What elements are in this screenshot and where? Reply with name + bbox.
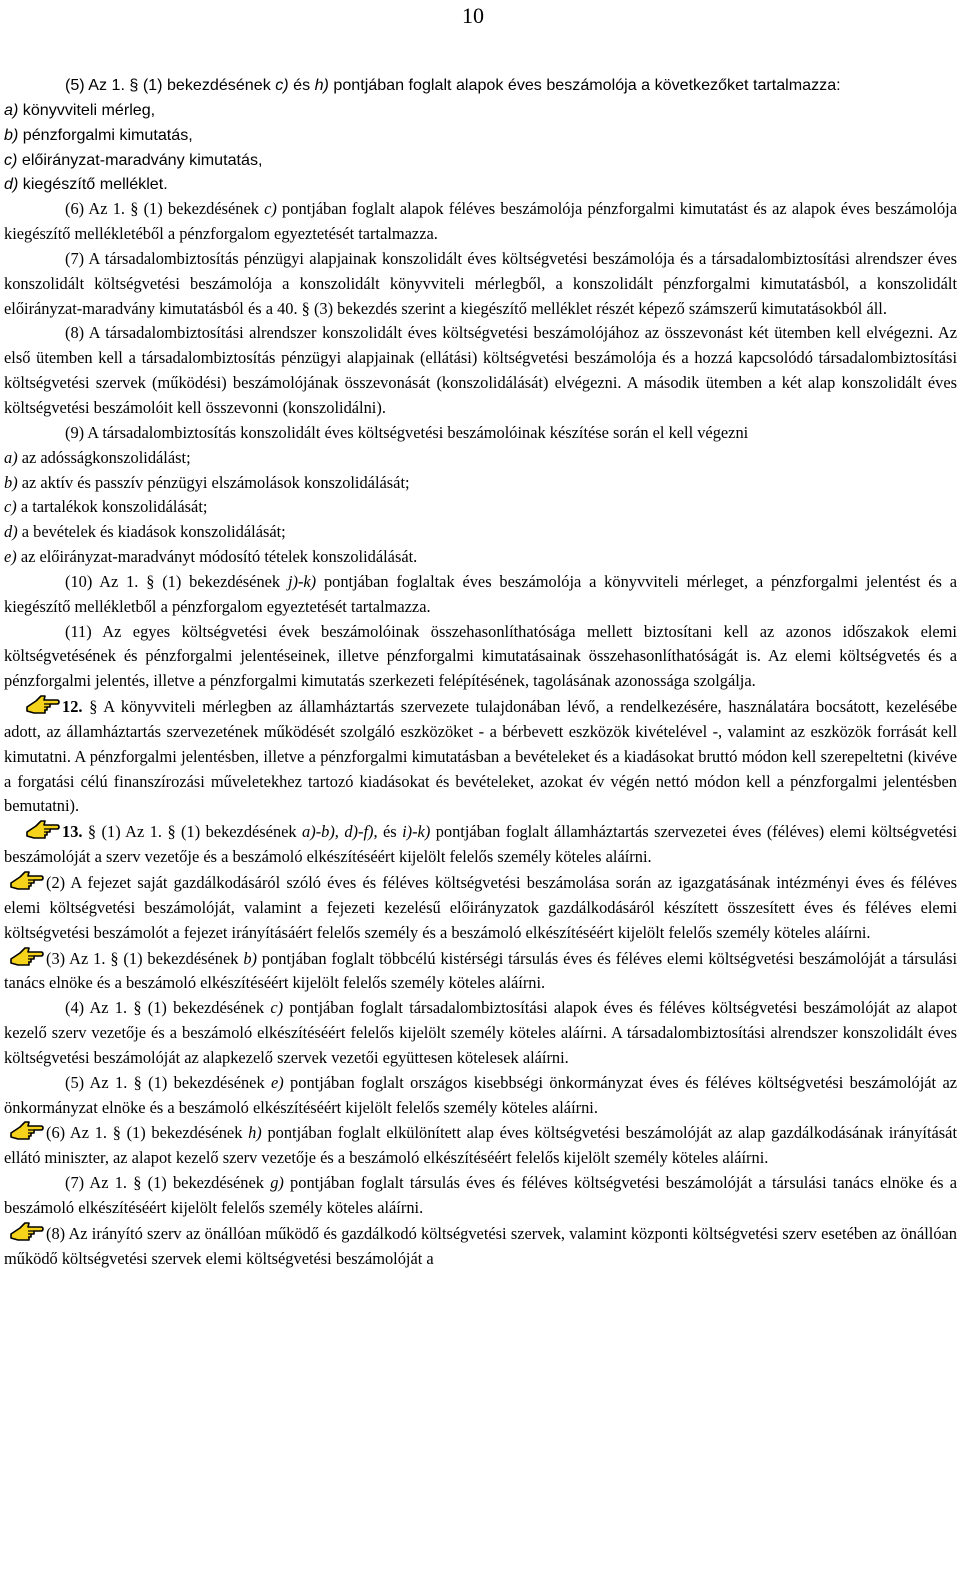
text-segment: (2) A fejezet saját gazdálkodásáról szóló éves és féléves költségvetési beszámolása során az igazgatásának intézményi éves és féléves elemi költségvetési beszámolóját, valamint a fejezeti kezelésű előirányzatok gazdálkodásáról készített összesített éves és féléves elemi költségvetési beszámolót a fejezet irányításáért felelős személy és a beszámoló elkészítéséért kijelölt felelős személy köteles aláírni. bbox=[4, 873, 957, 942]
text-segment: d) bbox=[4, 175, 19, 194]
text-segment: (8) A társadalombiztosítási alrendszer konszolidált éves költségvetési beszámolójához az összevonást két ütemben kell elvégezni. Az első ütemben kell a társadalombiztosítás pénzügyi alapjainak (ellátási) költségvetési beszámolója és a hozzá kapcsolódó társadalombiztosítási költségvetési szervek (működési) beszámolójának összevonását (konszolidálását) elvégezni. A második ütemben a két alap konszolidált éves költségvetési beszámolóit kell összevonni (konszolidálni). bbox=[4, 323, 957, 417]
text-segment: c) bbox=[275, 76, 289, 94]
text-segment: c) bbox=[264, 199, 277, 219]
text-segment: d) bbox=[4, 522, 18, 542]
text-segment: (6) Az 1. § (1) bekezdésének bbox=[65, 199, 265, 219]
text-segment: pontjában foglalt többcélú kistérségi társulás éves és féléves elemi költségvetési beszámolóját a társulási tanács elnöke és a beszámoló elkészítéséért kijelölt felelős személy köteles aláírni. bbox=[4, 948, 958, 993]
text-segment: a) bbox=[4, 100, 19, 119]
text-segment: (9) A társadalombiztosítás konszolidált éves költségvetési beszámolóinak készítése során el kell végezni bbox=[65, 422, 749, 442]
text-segment: e) bbox=[270, 1072, 284, 1092]
paragraph-s13-3 bbox=[4, 946, 957, 997]
pointing-hand-icon bbox=[26, 694, 60, 715]
paragraph-p5-a bbox=[4, 98, 957, 123]
paragraph-p9-e bbox=[4, 545, 957, 570]
paragraph-p9-a bbox=[4, 446, 957, 471]
text-segment: kiegészítő melléklet. bbox=[18, 175, 168, 194]
text-segment: pénzforgalmi kimutatás, bbox=[18, 125, 193, 144]
paragraph-p5-b bbox=[4, 123, 957, 148]
pointing-hand-icon bbox=[26, 819, 60, 840]
paragraph-p5-d bbox=[4, 172, 957, 197]
text-segment: a) bbox=[4, 447, 18, 467]
text-segment: c) bbox=[4, 150, 18, 169]
paragraph-s13-4 bbox=[4, 996, 957, 1071]
text-segment: i)-k) bbox=[402, 822, 431, 842]
text-segment: az adósságkonszolidálást; bbox=[17, 447, 191, 467]
paragraph-s13-6 bbox=[4, 1120, 957, 1171]
paragraph-s13-8 bbox=[4, 1221, 957, 1272]
text-segment: előirányzat-maradvány kimutatás, bbox=[17, 150, 263, 169]
text-segment: és bbox=[288, 76, 315, 94]
text-segment: h) bbox=[248, 1123, 262, 1143]
text-segment: (5) Az 1. § (1) bekezdésének bbox=[65, 1072, 271, 1092]
text-segment: pontjában foglalt alapok éves beszámolója a következőket tartalmazza: bbox=[328, 76, 841, 94]
text-segment: (7) Az 1. § (1) bekezdésének bbox=[65, 1173, 271, 1193]
paragraph-p9-b bbox=[4, 471, 957, 496]
paragraph-p8 bbox=[4, 321, 957, 420]
text-segment: h) bbox=[314, 76, 329, 94]
text-segment: az aktív és passzív pénzügyi elszámolások konszolidálását; bbox=[17, 472, 410, 492]
text-segment: e) bbox=[4, 547, 17, 567]
text-segment: b) bbox=[4, 472, 18, 492]
text-segment: (5) Az 1. § (1) bekezdésének bbox=[65, 76, 276, 94]
text-segment: (3) Az 1. § (1) bekezdésének bbox=[46, 948, 244, 968]
text-segment: a)-b), d)-f), bbox=[302, 822, 378, 842]
pointing-hand-icon bbox=[10, 1221, 44, 1242]
text-segment: pontjában foglaltak éves beszámolója a könyvviteli mérleget, a pénzforgalmi jelentést és a kiegészítő mellékletből a pénzforgalom egyeztetését tartalmazza. bbox=[4, 571, 957, 616]
paragraph-p6 bbox=[4, 197, 957, 247]
text-segment: c) bbox=[4, 497, 17, 517]
text-segment: g) bbox=[270, 1173, 284, 1193]
document-body bbox=[4, 73, 957, 1272]
text-segment: pontjában foglalt társulás éves és féléves költségvetési beszámolóját a társulási tanács elnöke és a beszámoló elkészítéséért kijelölt felelős személy köteles aláírni. bbox=[4, 1173, 957, 1217]
text-segment: (8) Az irányító szerv az önállóan működő és gazdálkodó költségvetési szervek, valamint központi költségvetési szerv esetében az önállóan működő költségvetési szervek elemi költségvetési beszámolóját a bbox=[4, 1223, 957, 1268]
paragraph-p10 bbox=[4, 570, 957, 620]
pointing-hand-icon bbox=[10, 1120, 44, 1141]
text-segment: (4) Az 1. § (1) bekezdésének bbox=[65, 998, 271, 1018]
text-segment: § (1) Az 1. § (1) bekezdésének bbox=[82, 822, 303, 842]
text-segment: a bevételek és kiadások konszolidálását; bbox=[17, 522, 286, 542]
text-segment: j)-k) bbox=[287, 571, 317, 591]
text-segment: 13. bbox=[62, 822, 83, 842]
paragraph-s13-1 bbox=[4, 819, 957, 870]
text-segment: és bbox=[377, 822, 403, 842]
paragraph-p5-intro bbox=[4, 73, 957, 98]
paragraph-s13-2 bbox=[4, 870, 957, 946]
text-segment: c) bbox=[270, 998, 284, 1018]
text-segment: pontjában foglalt alapok féléves beszámolója pénzforgalmi kimutatást és az alapok éves beszámolója kiegészítő mellékletéből a pénzforgalom egyeztetését tartalmazza. bbox=[4, 199, 957, 244]
text-segment: (6) Az 1. § (1) bekezdésének bbox=[46, 1123, 249, 1143]
text-segment: pontjában foglalt elkülönített alap éves költségvetési beszámolóját az alap gazdálkodásának irányítását ellátó miniszter, az alapot kezelő szerv vezetője és a beszámoló elkészítéséért felelős kijelölt személy köteles aláírni. bbox=[4, 1123, 957, 1168]
paragraph-p9-c bbox=[4, 495, 957, 520]
paragraph-s12 bbox=[4, 694, 957, 819]
paragraph-p7 bbox=[4, 247, 957, 322]
text-segment: (11) Az egyes költségvetési évek beszámolóinak összehasonlíthatósága mellett biztosítani kell az azonos időszakok elemi költségvetésének és pénzforgalmi jelentéseinek, illetve pénzforgalmi kimutatásainak összehasonlíthatóságát is. Az elemi költségvetés és a pénzforgalmi jelentés, illetve a pénzforgalmi kimutatás szerkezeti felépítésének, tagolásának azonossága szolgálja. bbox=[4, 621, 957, 691]
text-segment: a tartalékok konszolidálását; bbox=[16, 497, 208, 517]
text-segment: pontjában foglalt államháztartás szervezetei éves (féléves) elemi költségvetési beszámolóját a szerv vezetője és a beszámoló elkészítéséért kijelölt felelős személy köteles aláírni. bbox=[4, 822, 958, 867]
text-segment: (7) A társadalombiztosítás pénzügyi alapjainak konszolidált éves költségvetési beszámolója és a társadalombiztosítási alrendszer éves konszolidált költségvetési beszámolója a konszolidált könyvviteli mérlegből, a konszolidált pénzforgalmi kimutatásból, a konszolidált előirányzat-maradvány kimutatásból és a 40. § (3) bekezdés szerint a kiegészítő melléklet részét képező számszerű kimutatásokból áll. bbox=[4, 248, 957, 318]
text-segment: (10) Az 1. § (1) bekezdésének bbox=[65, 571, 288, 591]
paragraph-s13-5 bbox=[4, 1071, 957, 1121]
paragraph-p5-c bbox=[4, 148, 957, 173]
paragraph-p9-d bbox=[4, 520, 957, 545]
text-segment: § A könyvviteli mérlegben az államháztartás szervezete tulajdonában lévő, a rendelkezésére, használatára bocsátott, kezelésébe adott, az államháztartás szervezetének működését szolgáló eszközöket - a bérbevett eszközök kivételével -, valamint az eszközök forrását kell kimutatni. A pénzforgalmi jelentésben, illetve a pénzforgalmi kimutatásban a bevételeket és a kiadásokat bruttó módon kell szerepeltetni (kivéve a forgatási célú finanszírozási műveletekhez tartozó kiadásokat és bevételeket, azokat év végén nettó módon kell a pénzforgalmi jelentésben bemutatni). bbox=[4, 697, 957, 816]
paragraph-p11 bbox=[4, 620, 957, 695]
page-number: 10 bbox=[462, 3, 484, 28]
text-segment: 12. bbox=[62, 697, 83, 717]
pointing-hand-icon bbox=[10, 946, 44, 967]
text-segment: b) bbox=[4, 125, 19, 144]
paragraph-s13-7 bbox=[4, 1171, 957, 1221]
text-segment: pontjában foglalt országos kisebbségi önkormányzat éves és féléves költségvetési beszámolóját az önkormányzat elnöke és a beszámoló elkészítéséért kijelölt felelős személy köteles aláírni. bbox=[4, 1072, 957, 1117]
paragraph-p9-intro bbox=[4, 421, 957, 446]
text-segment: az előirányzat-maradványt módosító tételek konszolidálását. bbox=[16, 547, 418, 567]
text-segment: pontjában foglalt társadalombiztosítási alapok éves és féléves költségvetési beszámolóját az alapot kezelő szerv vezetője és a beszámoló elkészítéséért felelős kijelölt személy köteles aláírni. A társadalombiztosítási alrendszer konszolidált éves költségvetési beszámolóját az alapkezelő szervek vezetői együttesen kötelesek aláírni. bbox=[4, 998, 957, 1067]
text-segment: b) bbox=[243, 948, 257, 968]
pointing-hand-icon bbox=[10, 870, 44, 891]
text-segment: könyvviteli mérleg, bbox=[18, 100, 156, 119]
